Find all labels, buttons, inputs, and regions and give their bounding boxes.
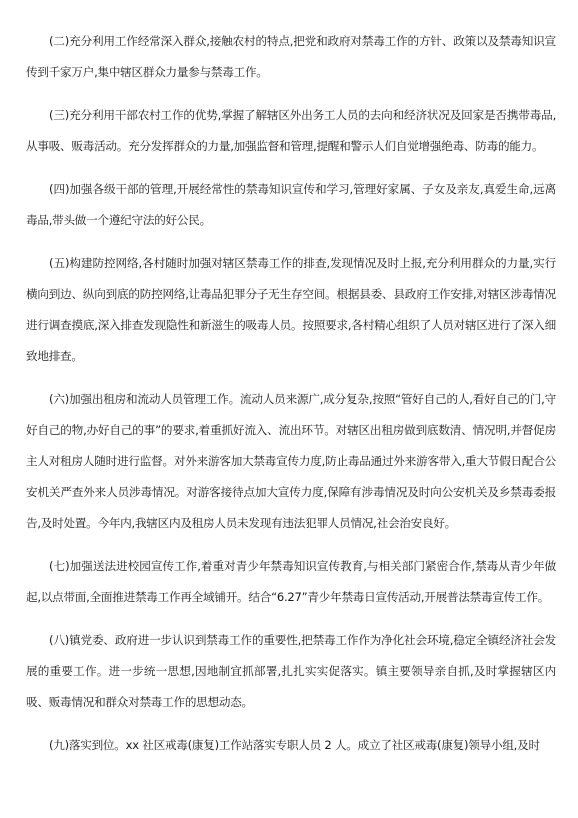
paragraph-9: (九)落实到位。xx 社区戒毒(康复)工作站落实专职人员 2 人。成立了社区戒毒(康复)领导小组,及时 bbox=[49, 738, 540, 752]
paragraph-4: (四)加强各级干部的管理,开展经常性的禁毒知识宣传和学习,管理好家属、子女及亲友,真爱生命,远离毒品,带头做一个遵纪守法的好公民。 bbox=[26, 182, 556, 227]
paragraph-5: (五)构建防控网络,各村随时加强对辖区禁毒工作的排查,发现情况及时上报,充分利用群众的力量,实行横向到边、纵向到底的防控网络,让毒品犯罪分子无生存空间。根据县委、县政府工作安排,对辖区涉毒情况进行调查摸底,深入排查发现隐性和新滋生的吸毒人员。按照要求,各村精心组织了人员对辖区进行了深入细致地排查。 bbox=[26, 256, 556, 363]
paragraph-6: (六)加强出租房和流动人员管理工作。流动人员来源广,成分复杂,按照“管好自己的人,看好自己的门,守好自己的物,办好自己的事”的要求,着重抓好流入、流出环节。对辖区出租房做到底数清、情况明,并督促房主人对租房人随时进行监督。对外来游客加大禁毒宣传力度,防止毒品通过外来游客带入,重大节假日配合公安机关严查外来人员涉毒情况。对游客接待点加大宣传力度,保障有涉毒情况及时向公安机关及乡禁毒委报告,及时处置。今年内,我辖区内及租房人员未发现有违法犯罪人员情况,社会治安良好。 bbox=[26, 392, 556, 530]
paragraph-7: (七)加强送法进校园宣传工作,着重对青少年禁毒知识宣传教育,与相关部门紧密合作,禁毒从青少年做起,以点带面,全面推进禁毒工作再全域铺开。结合“6.27”青少年禁毒日宣传活动,开展普法禁毒宣传工作。 bbox=[26, 559, 556, 604]
paragraph-3: (三)充分利用干部农村工作的优势,掌握了解辖区外出务工人员的去向和经济状况及回家是否携带毒品,从事吸、贩毒活动。充分发挥群众的力量,加强监督和管理,提醒和警示人们自觉增强绝毒、防毒的能力。 bbox=[26, 108, 556, 153]
paragraph-2: (二)充分利用工作经常深入群众,接触农村的特点,把党和政府对禁毒工作的方针、政策以及禁毒知识宣传到千家万户,集中辖区群众力量参与禁毒工作。 bbox=[26, 34, 556, 79]
paragraph-8: (八)镇党委、政府进一步认识到禁毒工作的重要性,把禁毒工作作为净化社会环境,稳定全镇经济社会发展的重要工作。进一步统一思想,因地制宜抓部署,扎扎实实促落实。镇主要领导亲自抓,及时掌握辖区内吸、贩毒情况和群众对禁毒工作的思想动态。 bbox=[26, 633, 556, 709]
